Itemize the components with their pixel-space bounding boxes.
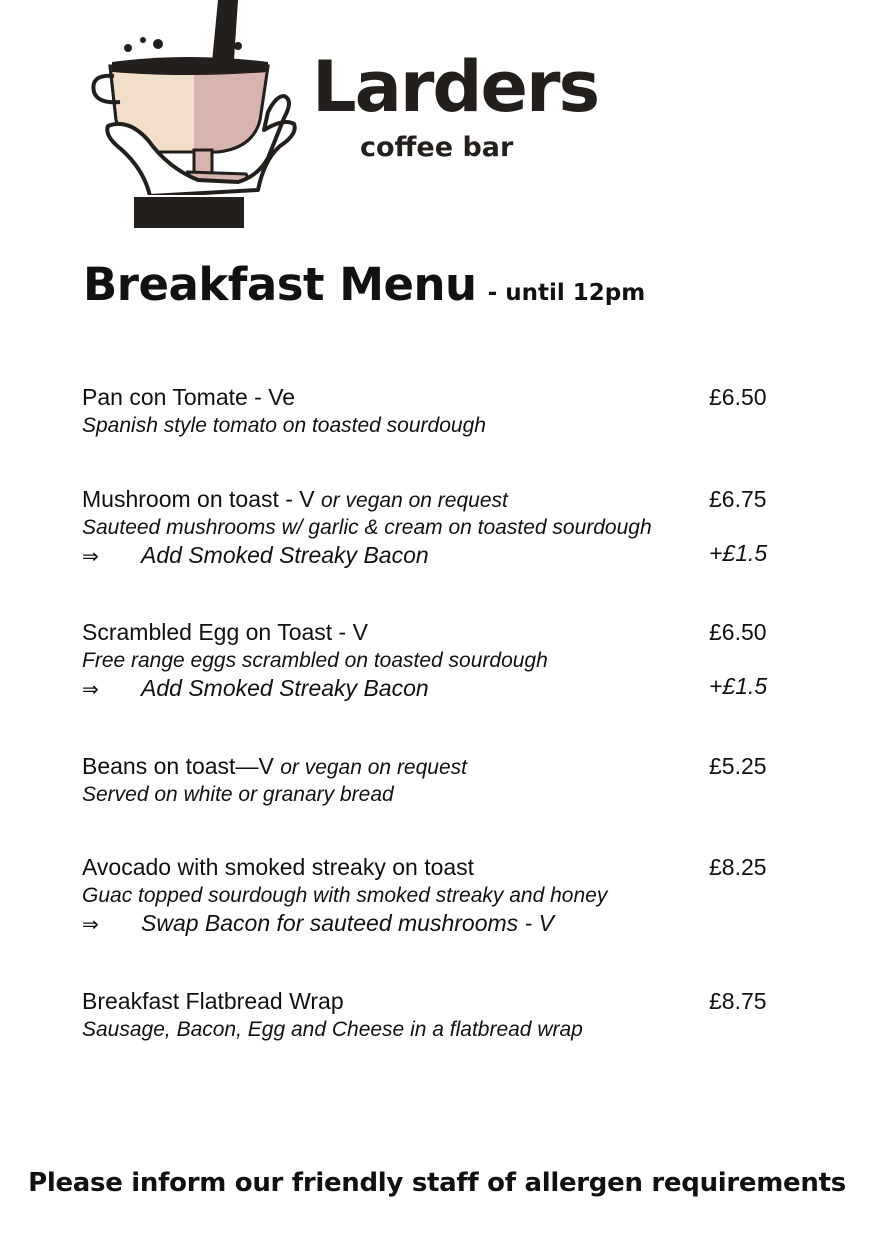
addon-text: Swap Bacon for sauteed mushrooms - V — [141, 910, 554, 936]
addon-text: Add Smoked Streaky Bacon — [141, 542, 429, 568]
item-addon — [82, 675, 782, 709]
menu-item — [82, 486, 782, 576]
menu-item — [82, 854, 782, 944]
item-price: £8.75 — [709, 988, 767, 1014]
menu-subtitle: - until 12pm — [487, 280, 646, 306]
item-description: Spanish style tomato on toasted sourdough — [82, 414, 486, 437]
item-name: Mushroom on toast - V — [82, 486, 322, 512]
item-name: Avocado with smoked streaky on toast — [82, 854, 475, 880]
addon-text: Add Smoked Streaky Bacon — [141, 675, 429, 701]
menu-title-row — [83, 258, 645, 311]
brand-name: Larders — [312, 46, 599, 128]
brand-subtitle: coffee bar — [360, 132, 514, 163]
item-addon — [82, 542, 782, 576]
item-addon — [82, 910, 782, 944]
item-price: £6.50 — [709, 619, 767, 645]
item-name: Beans on toast—V — [82, 753, 281, 779]
allergen-notice: Please inform our friendly staff of allergen requirements — [28, 1168, 846, 1198]
arrow-icon: ⇒ — [82, 677, 99, 701]
item-name: Scrambled Egg on Toast - V — [82, 619, 368, 645]
item-description: Guac topped sourdough with smoked streaky and honey — [82, 884, 608, 907]
item-name: Pan con Tomate - Ve — [82, 384, 296, 410]
item-price: £6.75 — [709, 486, 767, 512]
item-description: Free range eggs scrambled on toasted sourdough — [82, 649, 548, 672]
addon-price: +£1.5 — [709, 540, 768, 566]
item-name: Breakfast Flatbread Wrap — [82, 988, 344, 1014]
menu-title: Breakfast Menu — [83, 258, 477, 311]
item-description: Sauteed mushrooms w/ garlic & cream on toasted sourdough — [82, 516, 652, 539]
menu-item — [82, 988, 782, 1042]
item-note: or vegan on request — [280, 756, 467, 779]
item-description: Served on white or granary bread — [82, 783, 394, 806]
addon-price: +£1.5 — [709, 673, 768, 699]
menu-item — [82, 384, 782, 438]
item-price: £8.25 — [709, 854, 767, 880]
item-note: or vegan on request — [321, 489, 508, 512]
menu-item — [82, 753, 782, 807]
arrow-icon: ⇒ — [82, 544, 99, 568]
arrow-icon: ⇒ — [82, 912, 99, 936]
item-price: £6.50 — [709, 384, 767, 410]
item-description: Sausage, Bacon, Egg and Cheese in a flatbread wrap — [82, 1018, 583, 1041]
item-price: £5.25 — [709, 753, 767, 779]
menu-item — [82, 619, 782, 709]
